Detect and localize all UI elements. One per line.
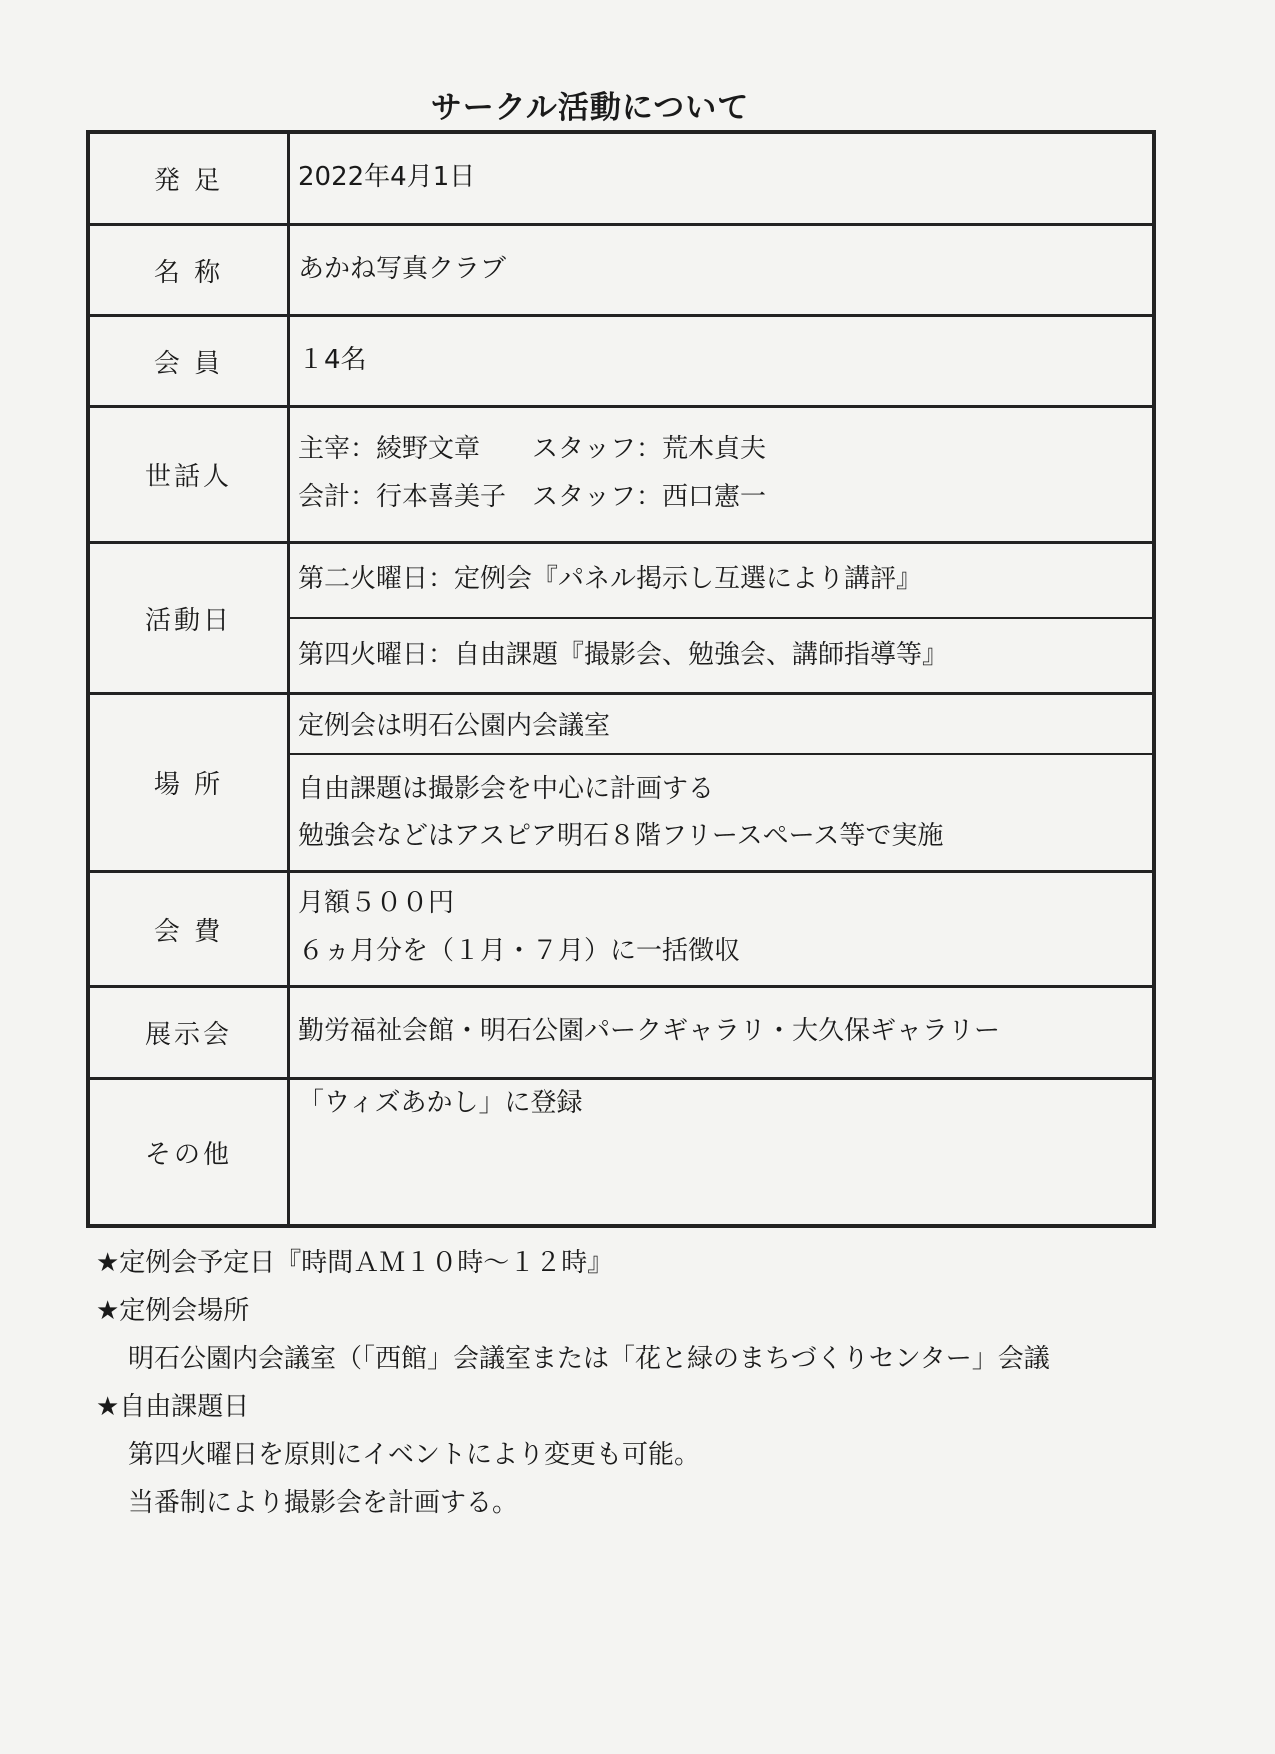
row-value-caretakers-2: 会計：行本喜美子 スタッフ：西口憲一: [298, 482, 767, 512]
row-value-exhibition: 勤労福祉会館・明石公園パークギャラリ・大久保ギャラリー: [298, 1016, 1001, 1046]
row-value-activity-1: 第二火曜日：定例会『パネル掲示し互選により講評』: [298, 564, 923, 594]
row-divider: [290, 753, 1152, 755]
row-label-start: 発 足: [90, 134, 290, 223]
row-value-fee-1: 月額５００円: [298, 888, 455, 918]
note-meeting-place-heading: ★定例会場所: [96, 1296, 250, 1326]
row-exhibition: [90, 988, 1152, 1080]
note-meeting-place-detail: 明石公園内会議室（「西館」会議室または「花と緑のまちづくりセンター」会議: [128, 1344, 1050, 1374]
row-label-name: 名 称: [90, 226, 290, 314]
note-meeting-time: ★定例会予定日『時間ＡＭ１０時～１２時』: [96, 1248, 614, 1278]
row-value-members: １4名: [298, 345, 367, 375]
row-divider: [290, 617, 1152, 619]
row-activity: [90, 544, 1152, 695]
row-value-place-1: 定例会は明石公園内会議室: [298, 711, 611, 741]
row-value-caretakers-1: 主宰：綾野文章 スタッフ：荒木貞夫: [298, 434, 767, 464]
row-value-other: 「ウィズあかし」に登録: [298, 1088, 583, 1118]
row-label-activity: 活動日: [90, 544, 290, 692]
row-value-start: 2022年4月1日: [298, 162, 476, 192]
row-label-exhibition: 展示会: [90, 988, 290, 1077]
row-members: [90, 317, 1152, 408]
row-value-place-2: 自由課題は撮影会を中心に計画する: [298, 774, 715, 804]
note-free-topic-heading: ★自由課題日: [96, 1392, 250, 1422]
note-free-topic-detail-1: 第四火曜日を原則にイベントにより変更も可能。: [128, 1440, 701, 1470]
row-fee: [90, 873, 1152, 988]
row-other: [90, 1080, 1152, 1224]
row-label-place: 場 所: [90, 695, 290, 870]
row-label-fee: 会 費: [90, 873, 290, 985]
row-value-name: あかね写真クラブ: [298, 254, 507, 284]
row-label-other: その他: [90, 1080, 290, 1224]
row-value-fee-2: ６ヵ月分を（１月・７月）に一括徴収: [298, 936, 741, 966]
info-table: [86, 130, 1156, 1228]
row-name: [90, 226, 1152, 317]
row-place: [90, 695, 1152, 873]
row-value-place-3: 勉強会などはアスピア明石８階フリースペース等で実施: [298, 821, 944, 851]
row-label-members: 会 員: [90, 317, 290, 405]
page-title: サークル活動について: [430, 90, 750, 126]
note-free-topic-detail-2: 当番制により撮影会を計画する。: [128, 1488, 519, 1518]
row-start: [90, 134, 1152, 226]
row-caretakers: [90, 408, 1152, 544]
row-label-caretakers: 世話人: [90, 408, 290, 541]
row-value-activity-2: 第四火曜日：自由課題『撮影会、勉強会、講師指導等』: [298, 640, 949, 670]
